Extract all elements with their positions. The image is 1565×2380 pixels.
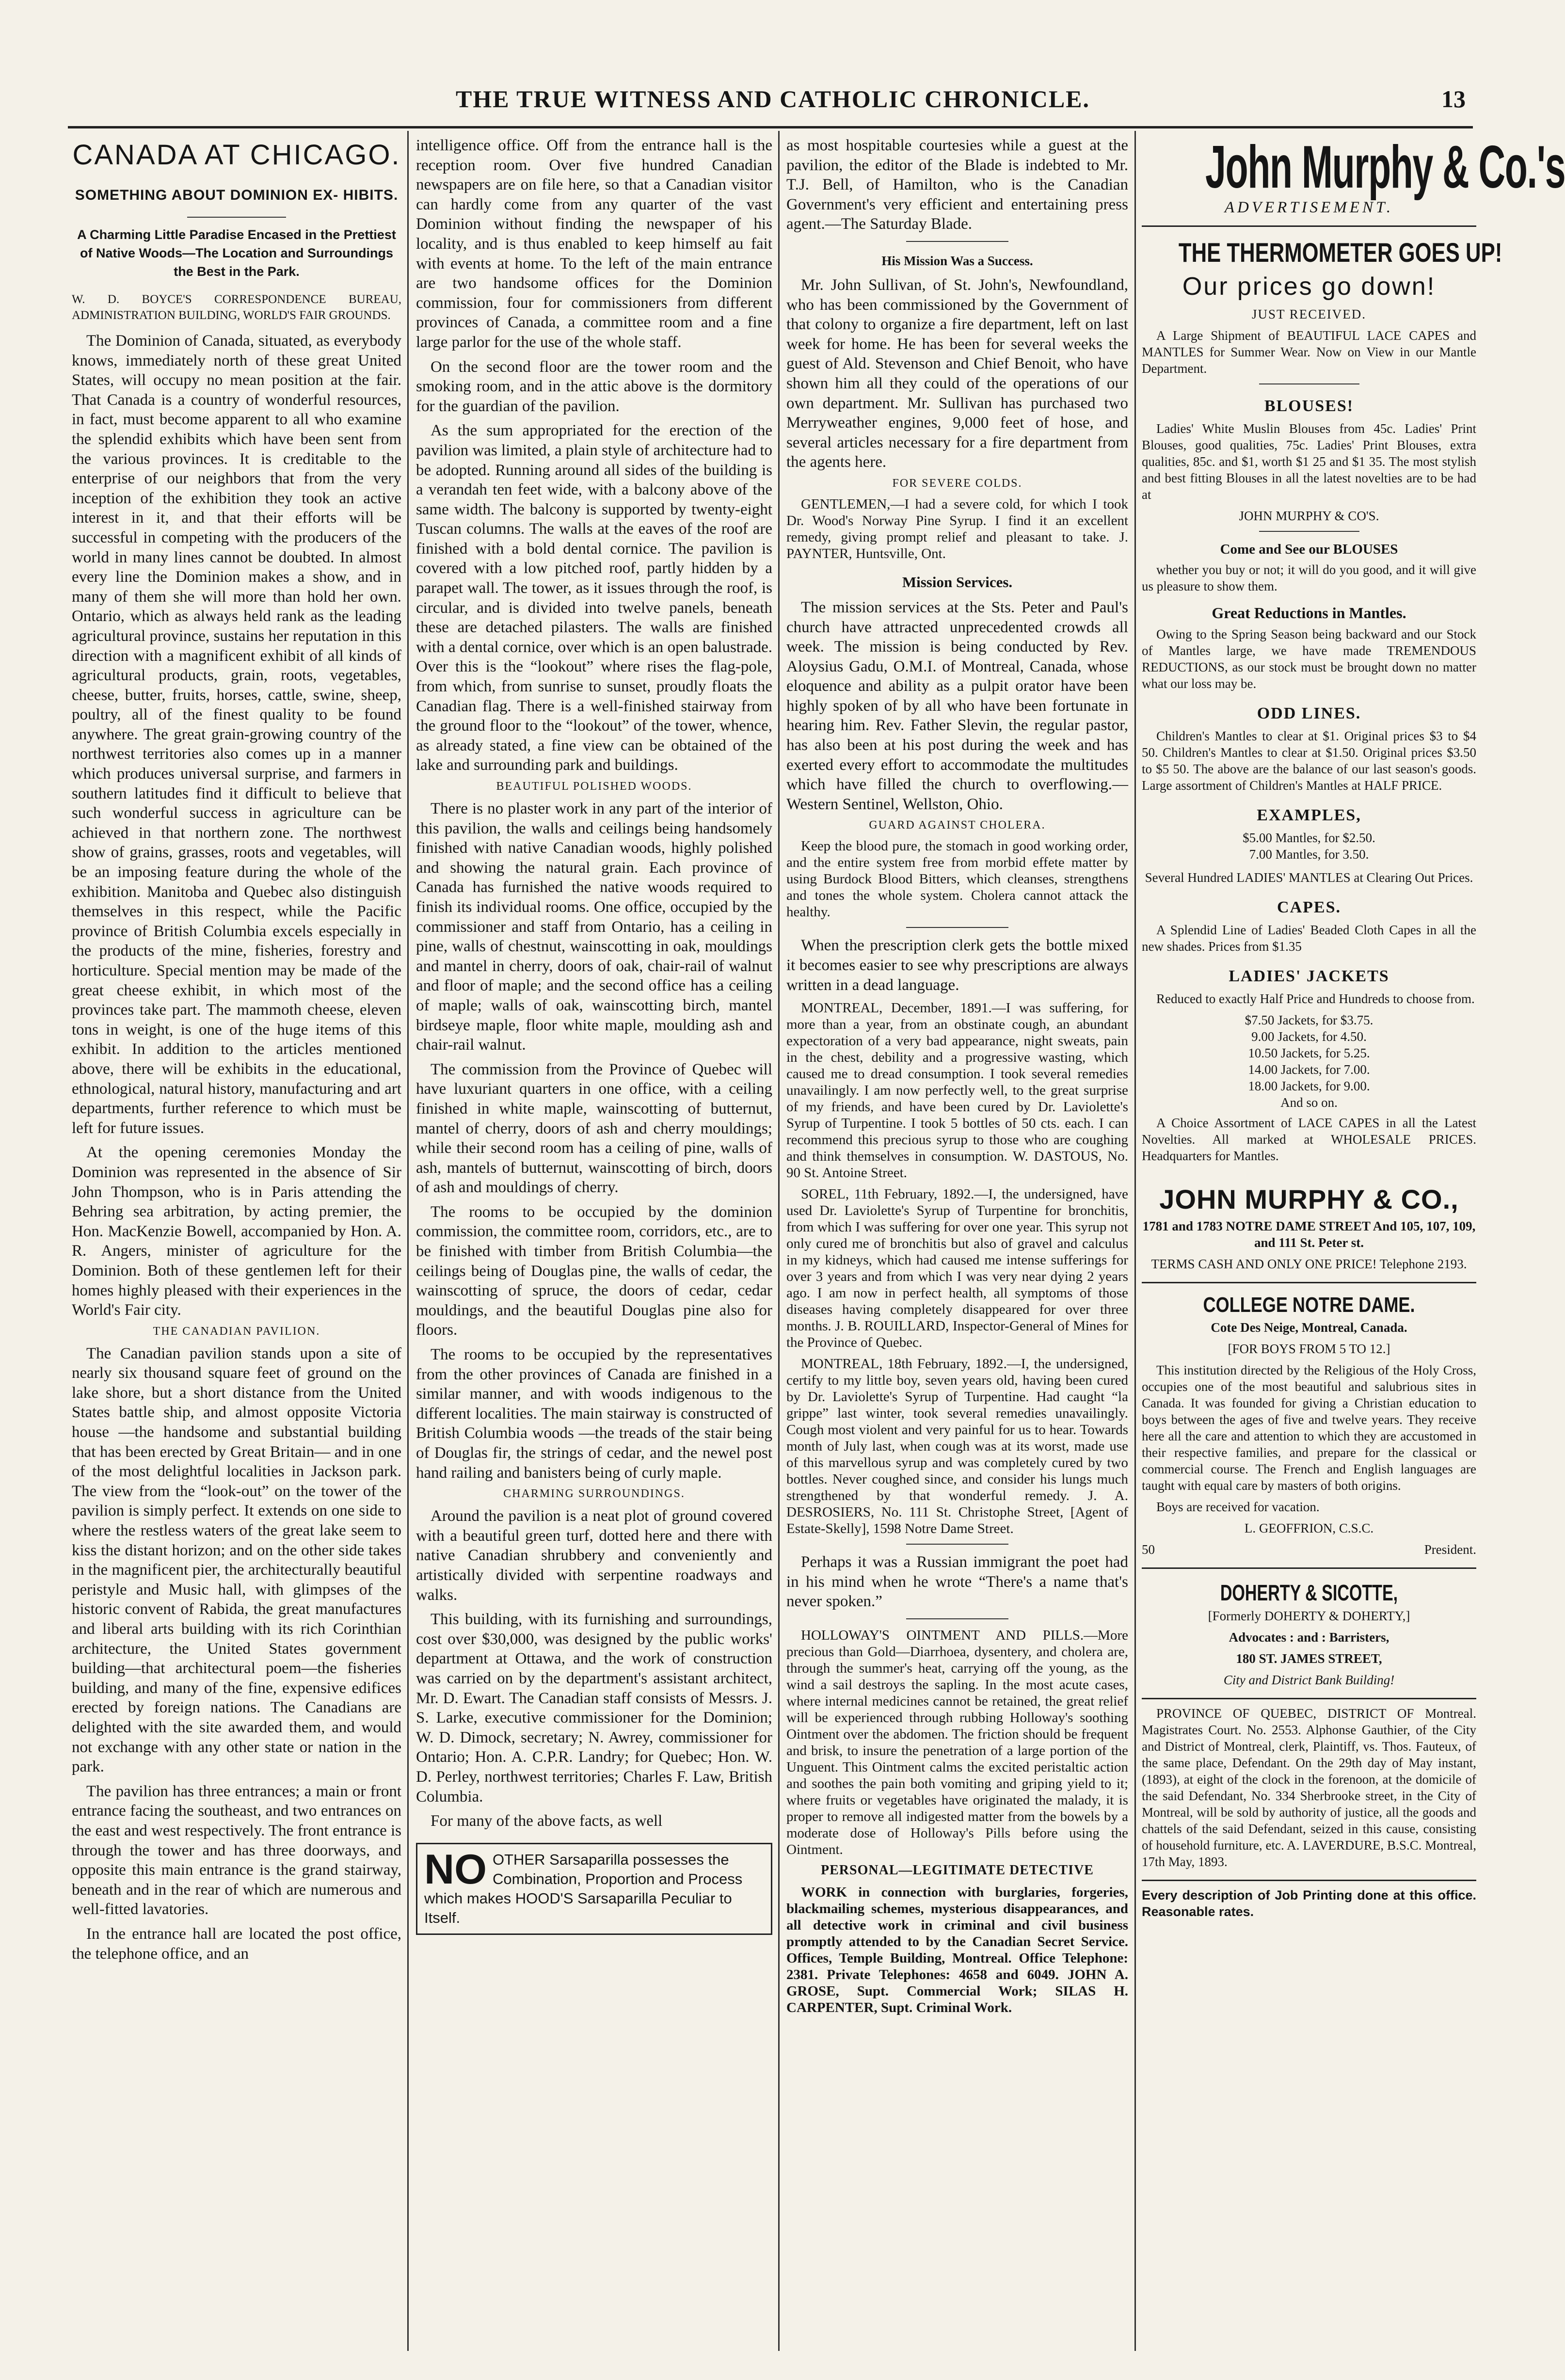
section-heading: CHARMING SURROUNDINGS.: [503, 1487, 685, 1501]
section-heading: PERSONAL—LEGITIMATE DETECTIVE: [821, 1863, 1094, 1878]
paragraph: Mr. John Sullivan, of St. John's, Newfoundland, who has been commissioned by the Government of that colony to organize a fire department, left on last week for home. He has been for several weeks the guest of Ald. Stevenson and Chief Benoit, who have shown him all they could of the operations of our own department. Mr. Sullivan has purchased two Merryweather engines, 9,000 feet of hose, and several articles necessary for a fire department from the agents here.: [786, 276, 1128, 471]
paragraph: Keep the blood pure, the stomach in good working order, and the entire system free from morbid effete matter by using Burdock Blood Bitters, which cleanses, strengthens and tones the whole system. Cholera cannot attack the healthy.: [786, 838, 1128, 920]
legal-notice: [1142, 1698, 1476, 1870]
price-line: And so on.: [1280, 1095, 1338, 1110]
ad-heading: Great Reductions in Mantles.: [1212, 604, 1406, 622]
divider: [906, 241, 1009, 242]
paragraph: At the opening ceremonies Monday the Dominion was represented in the absence of Sir John Thompson, who is in Paris attending the Behring sea arbitration, by acting premier, the Hon. MacKenzie Bowell, accompanied by Hon. A. R. Angers, minister of agriculture for the Dominion. Both of these gentlemen left for their homes highly pleased with their experiences in the World's Fair city.: [72, 1144, 401, 1319]
ad-text: OTHER Sarsaparilla possesses the Combination, Proportion and Process which makes HOOD'S Sarsaparilla Peculiar to Itself.: [424, 1851, 743, 1926]
divider: [187, 217, 286, 218]
ad-heading: JOHN MURPHY & CO.,: [1159, 1184, 1459, 1214]
hoods-sarsaparilla-ad: [416, 1843, 772, 1935]
doherty-sicotte-ad: [1142, 1567, 1476, 1688]
paragraph: intelligence office. Off from the entrance hall is the reception room. Over five hundred Canadian newspapers are on file here, so that a Canadian visitor can hardly come from any quarter of the vast Dominion without finding the newspaper of his locality, and is thus enabled to keep himself au fait with events at home. To the left of the main entrance are two handsome offices for the Dominion commission, four for commissioners from different provinces of Canada, a committee room and a fine large parlor for the use of the whole staff.: [416, 137, 772, 351]
testimonial: GENTLEMEN,—I had a severe cold, for which I took Dr. Wood's Norway Pine Syrup. I find it an excellent remedy, giving prompt relief and pleasant to take. J. PAYNTER, Huntsville, Ont.: [786, 496, 1128, 561]
notice-paragraph: PROVINCE OF QUEBEC, DISTRICT OF Montreal. Magistrates Court. No. 2553. Alphonse Gauthier, of the City and District of Montreal, clerk, Plaintiff, vs. Thos. Fauteux, of the same place, Defendant. On the 29th day of May instant, (1893), at eight of the clock in the forenoon, at the domicile of the said Defendant, No. 334 Sherbrooke street, in the City of Montreal, will be sold by authority of justice, all the goods and chattels of the said Defendant, seized in this cause, consisting of household furniture, etc. A. LAVERDURE, B.S.C. Montreal, 17th May, 1893.: [1142, 1706, 1476, 1869]
ad-heading: LADIES' JACKETS: [1229, 967, 1389, 985]
advertisement-label: ADVERTISEMENT.: [1224, 199, 1394, 216]
ad-paragraph: Owing to the Spring Season being backward and our Stock of Mantles large, we have made TREMENDOUS REDUCTIONS, as our stock must be brought down no matter what our loss may be.: [1142, 627, 1476, 691]
divider: [1142, 225, 1476, 227]
ad-paragraph: Several Hundred LADIES' MANTLES at Clearing Out Prices.: [1145, 870, 1473, 885]
price-line: 14.00 Jackets, for 7.00.: [1248, 1062, 1370, 1077]
advertisement: WORK in connection with burglaries, forgeries, blackmailing schemes, mysterious disappearances, and all detective work in criminal and civil business promptly attended to by the Canadian Secret Service. Offices, Temple Building, Montreal. Office Telephone: 2381. Private Telephones: 4658 and 6049. JOHN A. GROSE, Supt. Commercial Work; SILAS H. CARPENTER, Supt. Criminal Work.: [786, 1885, 1128, 2015]
ad-line: City and District Bank Building!: [1223, 1673, 1395, 1687]
ad-paragraph: Children's Mantles to clear at $1. Original prices $3 to $4 50. Children's Mantles to clear at $1.50. Original prices $3.50 to $5 50. The above are the balance of our last season's goods. Large assortment of Children's Mantles at HALF PRICE.: [1142, 729, 1476, 793]
masthead-rule: [68, 126, 1473, 128]
ad-heading: ODD LINES.: [1257, 704, 1361, 722]
ad-paragraph: Ladies' White Muslin Blouses from 45c. Ladies' Print Blouses, good qualities, 75c. Ladies' Print Blouses, extra qualities, 85c. and $1, worth $1 25 and $1 35. The most stylish and best fitting Blouses in all the latest novelties are to be had at: [1142, 421, 1476, 502]
ad-paragraph: A Large Shipment of BEAUTIFUL LACE CAPES and MANTLES for Summer Wear. Now on View in our Mantle Department.: [1142, 328, 1476, 376]
divider: [906, 1544, 1009, 1545]
ad-address: 180 ST. JAMES STREET,: [1236, 1651, 1382, 1666]
ad-heading: BLOUSES!: [1264, 397, 1354, 415]
ad-tagline: Our prices go down!: [1182, 272, 1436, 301]
article-deck: A Charming Little Paradise Encased in the Prettiest of Native Woods—The Location and Surroundings the Best in the Park.: [77, 227, 396, 279]
section-heading: BEAUTIFUL POLISHED WOODS.: [496, 780, 692, 793]
column-divider: [407, 131, 409, 2351]
ad-line: [Formerly DOHERTY & DOHERTY,]: [1208, 1609, 1410, 1623]
ad-heading: COLLEGE NOTRE DAME.: [1203, 1293, 1415, 1317]
ad-paragraph: A Splendid Line of Ladies' Beaded Cloth Capes in all the new shades. Prices from $1.35: [1142, 923, 1476, 954]
ad-line: JUST RECEIVED.: [1251, 307, 1366, 321]
paragraph: The commission from the Province of Quebec will have luxuriant quarters in one office, with a ceiling finished in white maple, wainscotting of butternut, mantel of cherry, doors of ash and cherry mouldings; while their second room has a ceiling of pine, walls of ash, mantels of butternut, wainscotting of birch, doors of ash and mouldings of cherry.: [416, 1060, 772, 1197]
paragraph: as most hospitable courtesies while a guest at the pavilion, the editor of the Blade is indebted to Mr. T.J. Bell, of Hamilton, who is the Canadian Government's very efficient and entertaining press agent.—The Saturday Blade.: [786, 137, 1128, 233]
page-number: 13: [1441, 85, 1466, 112]
ad-headline: THE THERMOMETER GOES UP!: [1178, 237, 1502, 268]
paragraph: There is no plaster work in any part of the interior of this pavilion, the walls and ceilings being handsomely finished with native Canadian woods, highly polished and showing the natural grain. Each province of Canada has furnished the native woods required to finish its individual rooms. One office, occupied by the commissioner and staff from Ontario, has a ceiling in pine, walls of chestnut, wainscotting in oak, mouldings and mantel in cherry, doors of oak, chair-rail of walnut and floor of maple; and the second office has a ceiling of maple; walls of oak, wainscotting birch, mantel birdseye maple, floor white maple, moulding ash and chair-rail walnut.: [416, 800, 772, 1054]
divider: [906, 1618, 1009, 1619]
ad-text: Every description of Job Printing done at this office. Reasonable rates.: [1142, 1888, 1476, 1919]
price-line: $7.50 Jackets, for $3.75.: [1245, 1013, 1373, 1027]
dateline: W. D. BOYCE'S CORRESPONDENCE BUREAU, ADMINISTRATION BUILDING, WORLD'S FAIR GROUNDS.: [72, 293, 401, 322]
paragraph: The mission services at the Sts. Peter and Paul's church have attracted unprecedented crowds all week. The mission is being conducted by Rev. Aloysius Gadu, O.M.I. of Montreal, Canada, whose eloquence and ability as a pulpit orator have been highly spoken of by all who have been fortunate in hearing him. Rev. Father Slevin, the regular pastor, has also been at his post during the week and has exerted every effort to accommodate the multitudes which have filled the church to overflowing.—Western Sentinel, Wellston, Ohio.: [786, 598, 1128, 813]
paragraph: The rooms to be occupied by the dominion commission, the committee room, corridors, etc., are to be finished with timber from British Columbia—the ceilings being of Douglas pine, the walls of cedar, the wainscotting of spruce, the doors of cedar, cedar mouldings, and the beautiful Douglas pine also for floors.: [416, 1203, 772, 1339]
paragraph: The Canadian pavilion stands upon a site of nearly six thousand square feet of ground on the lake shore, but a short distance from the United States battle ship, and almost opposite Victoria house —the handsome and substantial building that has been erected by Great Britain— and in one of the most delightful localities in Jackson park. The view from the “look-out” on the tower of the pavilion is simply perfect. It extends on one side to where the restless waters of the great lake seem to kiss the distant horizon; and on the other side takes in the magnificent pier, the architecturally beautiful peristyle and Music hall, with glimpses of the historic convent of Rabida, the great manufactures and liberal arts building with its rich Corinthian architecture, the United States government building—that architectural poem—the fisheries building, and many of the fine, expensive edifices erected by foreign nations. The Canadians are delighted with the site awarded them, and would not exchange with any other state or nation in the park.: [72, 1344, 401, 1776]
divider: [906, 927, 1009, 928]
column-3: [786, 136, 1128, 2356]
divider: [1259, 383, 1359, 384]
section-heading: Mission Services.: [902, 573, 1013, 591]
section-heading: THE CANADIAN PAVILION.: [153, 1325, 320, 1338]
paragraph: The pavilion has three entrances; a main or front entrance facing the southeast, and two entrances on the east and west respectively. The front entrance is through the tower and has three doorways, and opposite this main entrance is the grand stairway, beneath and in the rear of which are numerous and well-fitted lavatories.: [72, 1782, 401, 1918]
testimonial: MONTREAL, 18th February, 1892.—I, the undersigned, certify to my little boy, seven years old, having been cured by Dr. Laviolette's Syrup of Turpentine. Had caught “la grippe” last winter, took several remedies unavailingly. Cough most violent and very painful for us to hear. Towards month of July last, when cough was at its worst, made use of this marvellous syrup and was completely cured by two bottles. Never coughed since, and consider his lungs much strengthened by that wonderful remedy. J. A. DESROSIERS, No. 111 St. Christophe Street, [Agent of Estate-Skelly], 1598 Notre Dame Street.: [786, 1356, 1128, 1537]
paragraph: In the entrance hall are located the post office, the telephone office, and an: [72, 1925, 401, 1963]
paragraph: On the second floor are the tower room and the smoking room, and in the attic above is the dormitory for the guardian of the pavilion.: [416, 358, 772, 415]
section-heading: GUARD AGAINST CHOLERA.: [869, 819, 1046, 832]
ad-dropcap: NO: [424, 1846, 487, 1893]
ad-line: [FOR BOYS FROM 5 TO 12.]: [1228, 1342, 1390, 1356]
price-line: 7.00 Mantles, for 3.50.: [1249, 847, 1369, 862]
ad-heading: CAPES.: [1277, 898, 1341, 916]
price-line: 18.00 Jackets, for 9.00.: [1248, 1079, 1370, 1093]
paragraph: For many of the above facts, as well: [431, 1812, 663, 1830]
ad-signature: L. GEOFFRION, C.S.C.: [1244, 1521, 1374, 1535]
ad-line: Advocates : and : Barristers,: [1229, 1630, 1389, 1645]
column-1: [72, 136, 401, 2356]
ad-address: 1781 and 1783 NOTRE DAME STREET And 105, 107, 109, and 111 St. Peter st.: [1142, 1219, 1476, 1250]
column-2: [416, 136, 772, 2356]
ad-heading: Come and See our BLOUSES: [1220, 542, 1398, 557]
john-murphy-logo: John Murphy & Co.'s: [1205, 134, 1565, 201]
price-line: $5.00 Mantles, for $2.50.: [1243, 831, 1375, 845]
article-subhead: SOMETHING ABOUT DOMINION EX- HIBITS.: [75, 187, 399, 203]
college-notre-dame-ad: [1142, 1282, 1476, 1558]
ad-paragraph: This institution directed by the Religious of the Holy Cross, occupies one of the most beautiful and salubrious sites in Canada. It was founded for giving a Christian education to boys between the ages of five and twelve years. They receive here all the care and attention to which they are accustomed in their respective families, and prepare for the classical or commercial course. The French and English languages are taught with equal care by masters of both origins.: [1142, 1363, 1476, 1493]
price-line: 10.50 Jackets, for 5.25.: [1248, 1046, 1370, 1060]
ad-number: 50: [1142, 1542, 1155, 1557]
ad-paragraph: whether you buy or not; it will do you good, and it will give us pleasure to show them.: [1142, 562, 1476, 593]
testimonial: SOREL, 11th February, 1892.—I, the undersigned, have used Dr. Laviolette's Syrup of Turpentine for bronchitis, from which I was suffering for over one year. This syrup not only cured me of bronchitis but also of gravel and calculus in my kidneys, which had caused me intense sufferings for over 3 years and from which I was very near dying 2 years ago. I am now in perfect health, all symptoms of those diseases having completely disappeared for over three months. J. B. ROUILLARD, Inspector-General of Mines for the Province of Quebec.: [786, 1186, 1128, 1351]
paragraph: Perhaps it was a Russian immigrant the poet had in his mind when he wrote “There's a name that's never spoken.”: [786, 1553, 1128, 1611]
section-heading: His Mission Was a Success.: [881, 253, 1033, 268]
ad-subheading: Cote Des Neige, Montreal, Canada.: [1211, 1320, 1407, 1335]
masthead: [0, 85, 1546, 124]
advertisement: HOLLOWAY'S OINTMENT AND PILLS.—More precious than Gold—Diarrhoea, dysentery, and cholera are, through the summer's heat, carrying off the young, as the wind a sail destroys the sapling. In the most acute cases, where internal medicines cannot be retained, the great relief will be experienced through rubbing Holloway's soothing Ointment over the abdomen. The friction should be frequent and brisk, to insure the penetration of a large portion of the Unguent. This Ointment calms the excited peristaltic action and soothes the pain both vomiting and griping yield to it; where fruits or vegetables have originated the malady, it is proper to remove all indigested matter from the bowels by a moderate dose of Holloway's Pills before using the Ointment.: [786, 1628, 1128, 1857]
article-headline: CANADA AT CHICAGO.: [72, 139, 401, 171]
paragraph: As the sum appropriated for the erection of the pavilion was limited, a plain style of architecture had to be adopted. Running around all sides of the building is a verandah ten feet wide, with a balcony above of the same width. The balcony is supported by twenty-eight Tuscan columns. The walls at the eaves of the roof are finished with a bold dental cornice. The pavilion is covered with a low pitched roof, partly hidden by a parapet wall. The tower, as it issues through the roof, is circular, and is divided into twelve panels, beneath these are detached pilasters. The walls are finished with a dental cornice, over which is an open balustrade. Over this is the “lookout” where rises the flag-pole, from which, from sunrise to sunset, proudly floats the Canadian flag. There is a well-finished stairway from the ground floor to the “lookout” of the tower, whence, as already stated, a fine view can be obtained of the lake and surrounding park and buildings.: [416, 422, 772, 774]
ad-terms: TERMS CASH AND ONLY ONE PRICE! Telephone 2193.: [1151, 1257, 1467, 1271]
ad-heading: DOHERTY & SICOTTE,: [1220, 1580, 1398, 1605]
column-divider: [778, 131, 780, 2351]
ad-line: Boys are received for vacation.: [1156, 1500, 1320, 1514]
paragraph: When the prescription clerk gets the bottle mixed it becomes easier to see why prescriptions are always written in a dead language.: [786, 937, 1128, 994]
job-printing-ad: [1142, 1880, 1476, 1920]
ad-line: [1142, 1541, 1476, 1558]
paragraph: The Dominion of Canada, situated, as everybody knows, immediately north of these great United States, will occupy no mean position at the fair. That Canada is a country of wonderful resources, in fact, must become apparent to all who examine the splendid exhibits which have been sent from the various provinces. It is creditable to the enterprise of our neighbors that from the very inception of the exhibition they took an active interest in it, and that their efforts will be successful in competing with the producers of the world in many lines cannot be doubted. In almost every line the Dominion makes a show, and in many of them she will more than hold her own. Ontario, which as always held rank as the leading agricultural province, sustains her reputation in this direction with a magnificent exhibit of all kinds of agricultural products, grain, roots, vegetables, cheese, butter, fruits, horses, cattle, swine, sheep, poultry, all of the finest quality to be found anywhere. The great grain-growing country of the northwest territories also comes up in a manner which produces universal surprise, and farmers in southern latitudes find it difficult to believe that such wonderful success in agriculture can be achieved in that northern zone. The northwest show of grains, grasses, roots and vegetables, will be an imposing feature during the whole of the exhibition. Manitoba and Quebec also distinguish themselves in this respect, while the Pacific province of British Columbia excels especially in the products of the mine, fisheries, forestry and horticulture. Special mention may be made of the great cheese exhibit, in which most of the provinces take part. The mammoth cheese, eleven tons in weight, is one of the huge items of this exhibit. In addition to the articles mentioned above, there will be exhibits in the educational, ethnological, natural history, manufacturing and art departments, further reference to which must be left for future issues.: [72, 332, 401, 1137]
paragraph: Around the pavilion is a neat plot of ground covered with a beautiful green turf, dotted here and there with native Canadian shrubbery and conveniently and artistically divided with serpentine roadways and walks.: [416, 1507, 772, 1604]
paragraph: This building, with its furnishing and surroundings, cost over $30,000, was designed by the public works' department at Ottawa, and the work of construction was carried on by the department's assistant architect, Mr. D. Ewart. The Canadian staff consists of Messrs. J. S. Larke, executive commissioner for the Dominion; W. D. Dimock, secretary; N. Awrey, commissioner for Ontario; Hon. A. C.P.R. Landry; for Quebec; Hon. W. D. Perley, northwest territories; Charles F. Law, British Columbia.: [416, 1611, 772, 1805]
section-heading: FOR SEVERE COLDS.: [892, 477, 1022, 490]
ad-heading: EXAMPLES,: [1257, 806, 1361, 824]
masthead-title: THE TRUE WITNESS AND CATHOLIC CHRONICLE.: [455, 85, 1090, 112]
paragraph: The rooms to be occupied by the representatives from the other provinces of Canada are finished in a similar manner, and with woods indigenous to the different localities. The main stairway is constructed of British Columbia woods —the treads of the stair being of Douglas fir, the strings of cedar, and the newel post hand railing and banisters being of curly maple.: [416, 1346, 772, 1482]
ad-paragraph: A Choice Assortment of LACE CAPES in all the Latest Novelties. All marked at WHOLESALE PRICES. Headquarters for Mantles.: [1142, 1116, 1476, 1163]
divider: [1259, 531, 1359, 532]
ad-paragraph: Reduced to exactly Half Price and Hundreds to choose from.: [1156, 991, 1475, 1006]
testimonial: MONTREAL, December, 1891.—I was suffering, for more than a year, from an obstinate cough, an abundant expectoration of a very bad appearance, night sweats, pain in the chest, debility and a progressive wasting, which caused me to dread consumption. I took several remedies unavailingly. I am now perfectly well, to the great surprise of my friends, and have been cured by Dr. Laviolette's Syrup of Turpentine. I took 5 bottles of 50 cts. each. I can recommend this precious syrup to those who are coughing and think themselves in consumption. W. DASTOUS, No. 90 St. Antoine Street.: [786, 1000, 1128, 1181]
column-4: [1142, 134, 1565, 2356]
price-line: 9.00 Jackets, for 4.50.: [1251, 1029, 1367, 1044]
ad-signature: JOHN MURPHY & CO'S.: [1239, 509, 1379, 523]
ad-title: President.: [1424, 1542, 1476, 1557]
column-divider: [1134, 131, 1136, 2351]
